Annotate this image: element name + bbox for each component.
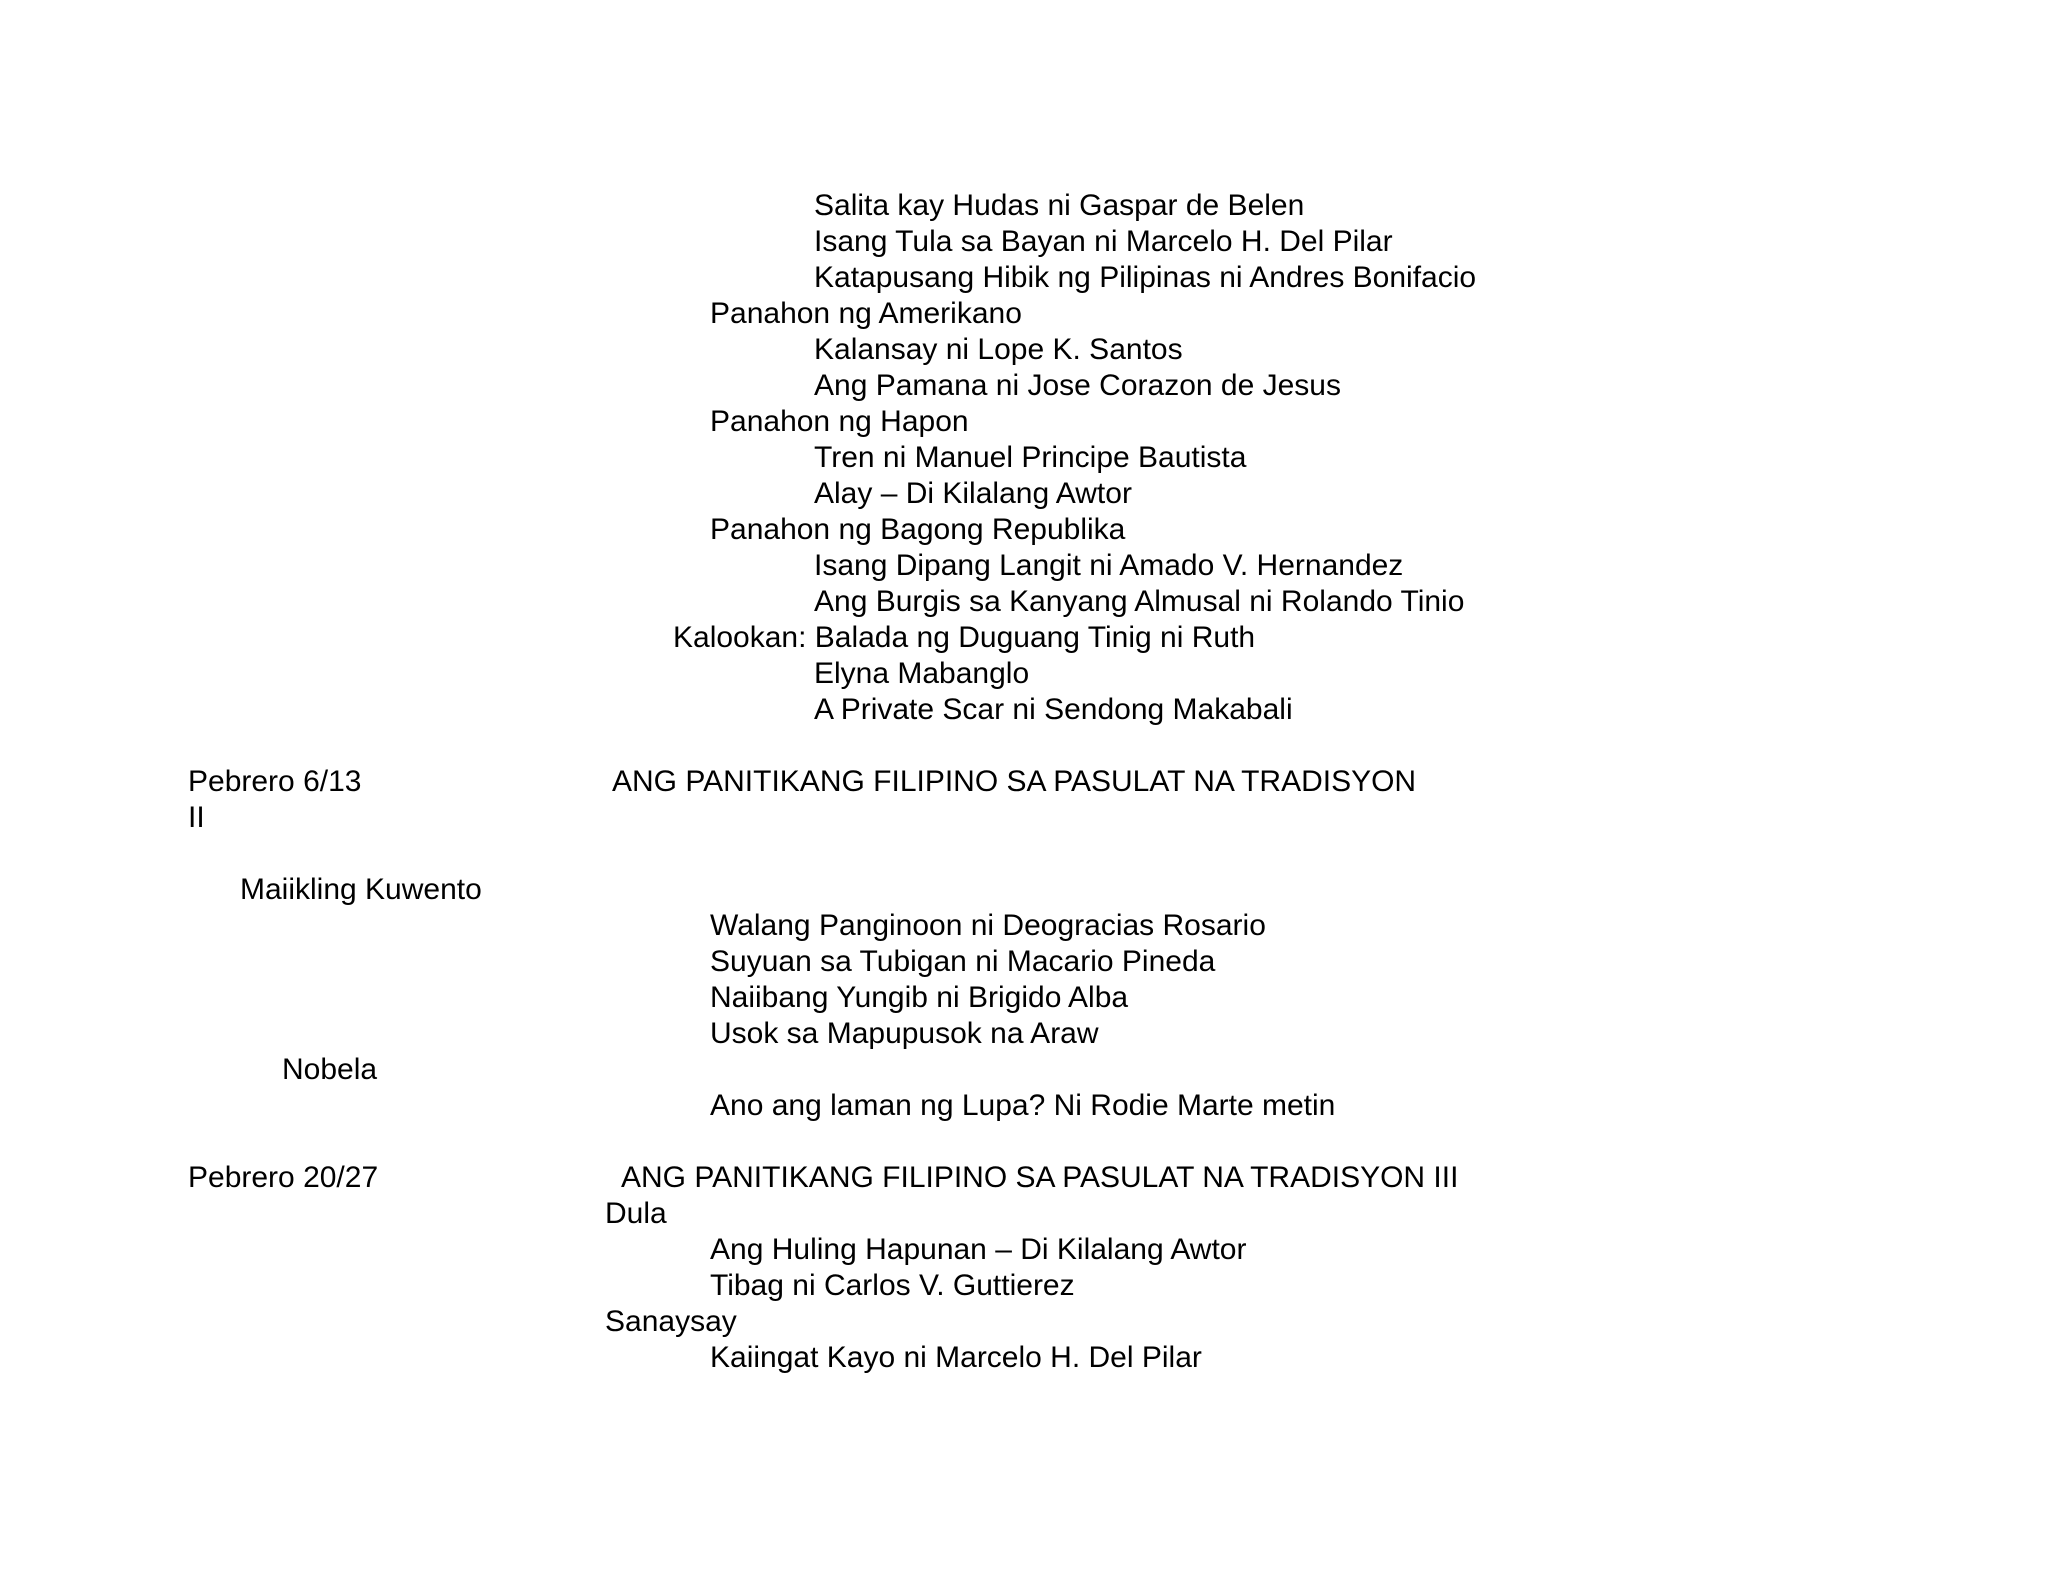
work-title: Salita kay Hudas ni Gaspar de Belen xyxy=(814,189,1305,222)
work-title: Ano ang laman ng Lupa? Ni Rodie Marte metin xyxy=(710,1089,1336,1122)
era-heading: Panahon ng Hapon xyxy=(710,405,969,438)
work-title: Naiibang Yungib ni Brigido Alba xyxy=(710,981,1129,1014)
work-title: Elyna Mabanglo xyxy=(814,657,1030,690)
work-title: A Private Scar ni Sendong Makabali xyxy=(814,693,1293,726)
work-title: Ang Pamana ni Jose Corazon de Jesus xyxy=(814,369,1341,402)
work-title: Ang Burgis sa Kanyang Almusal ni Rolando Tinio xyxy=(814,585,1465,618)
work-title: Ang Huling Hapunan – Di Kilalang Awtor xyxy=(710,1233,1247,1266)
work-title: Alay – Di Kilalang Awtor xyxy=(814,477,1132,510)
work-title: Kaiingat Kayo ni Marcelo H. Del Pilar xyxy=(710,1341,1202,1374)
schedule-date: Pebrero 6/13 xyxy=(188,765,362,798)
genre-heading: Nobela xyxy=(282,1053,378,1086)
work-title: Kalookan: Balada ng Duguang Tinig ni Ruth xyxy=(673,621,1256,654)
work-title: Tibag ni Carlos V. Guttierez xyxy=(710,1269,1075,1302)
section-heading: ANG PANITIKANG FILIPINO SA PASULAT NA TRADISYON III xyxy=(621,1161,1459,1194)
work-title: Isang Tula sa Bayan ni Marcelo H. Del Pilar xyxy=(814,225,1393,258)
work-title: Katapusang Hibik ng Pilipinas ni Andres Bonifacio xyxy=(814,261,1477,294)
era-heading: Panahon ng Amerikano xyxy=(710,297,1022,330)
section-heading: ANG PANITIKANG FILIPINO SA PASULAT NA TRADISYON xyxy=(612,765,1417,798)
work-title: Suyuan sa Tubigan ni Macario Pineda xyxy=(710,945,1216,978)
genre-heading: Dula xyxy=(605,1197,667,1230)
genre-heading: Sanaysay xyxy=(605,1305,737,1338)
work-title: Usok sa Mapupusok na Araw xyxy=(710,1017,1099,1050)
work-title: Kalansay ni Lope K. Santos xyxy=(814,333,1183,366)
section-heading-suffix: II xyxy=(188,801,205,834)
era-heading: Panahon ng Bagong Republika xyxy=(710,513,1126,546)
work-title: Tren ni Manuel Principe Bautista xyxy=(814,441,1247,474)
schedule-date: Pebrero 20/27 xyxy=(188,1161,379,1194)
genre-heading: Maiikling Kuwento xyxy=(240,873,482,906)
work-title: Walang Panginoon ni Deogracias Rosario xyxy=(710,909,1266,942)
work-title: Isang Dipang Langit ni Amado V. Hernandez xyxy=(814,549,1404,582)
